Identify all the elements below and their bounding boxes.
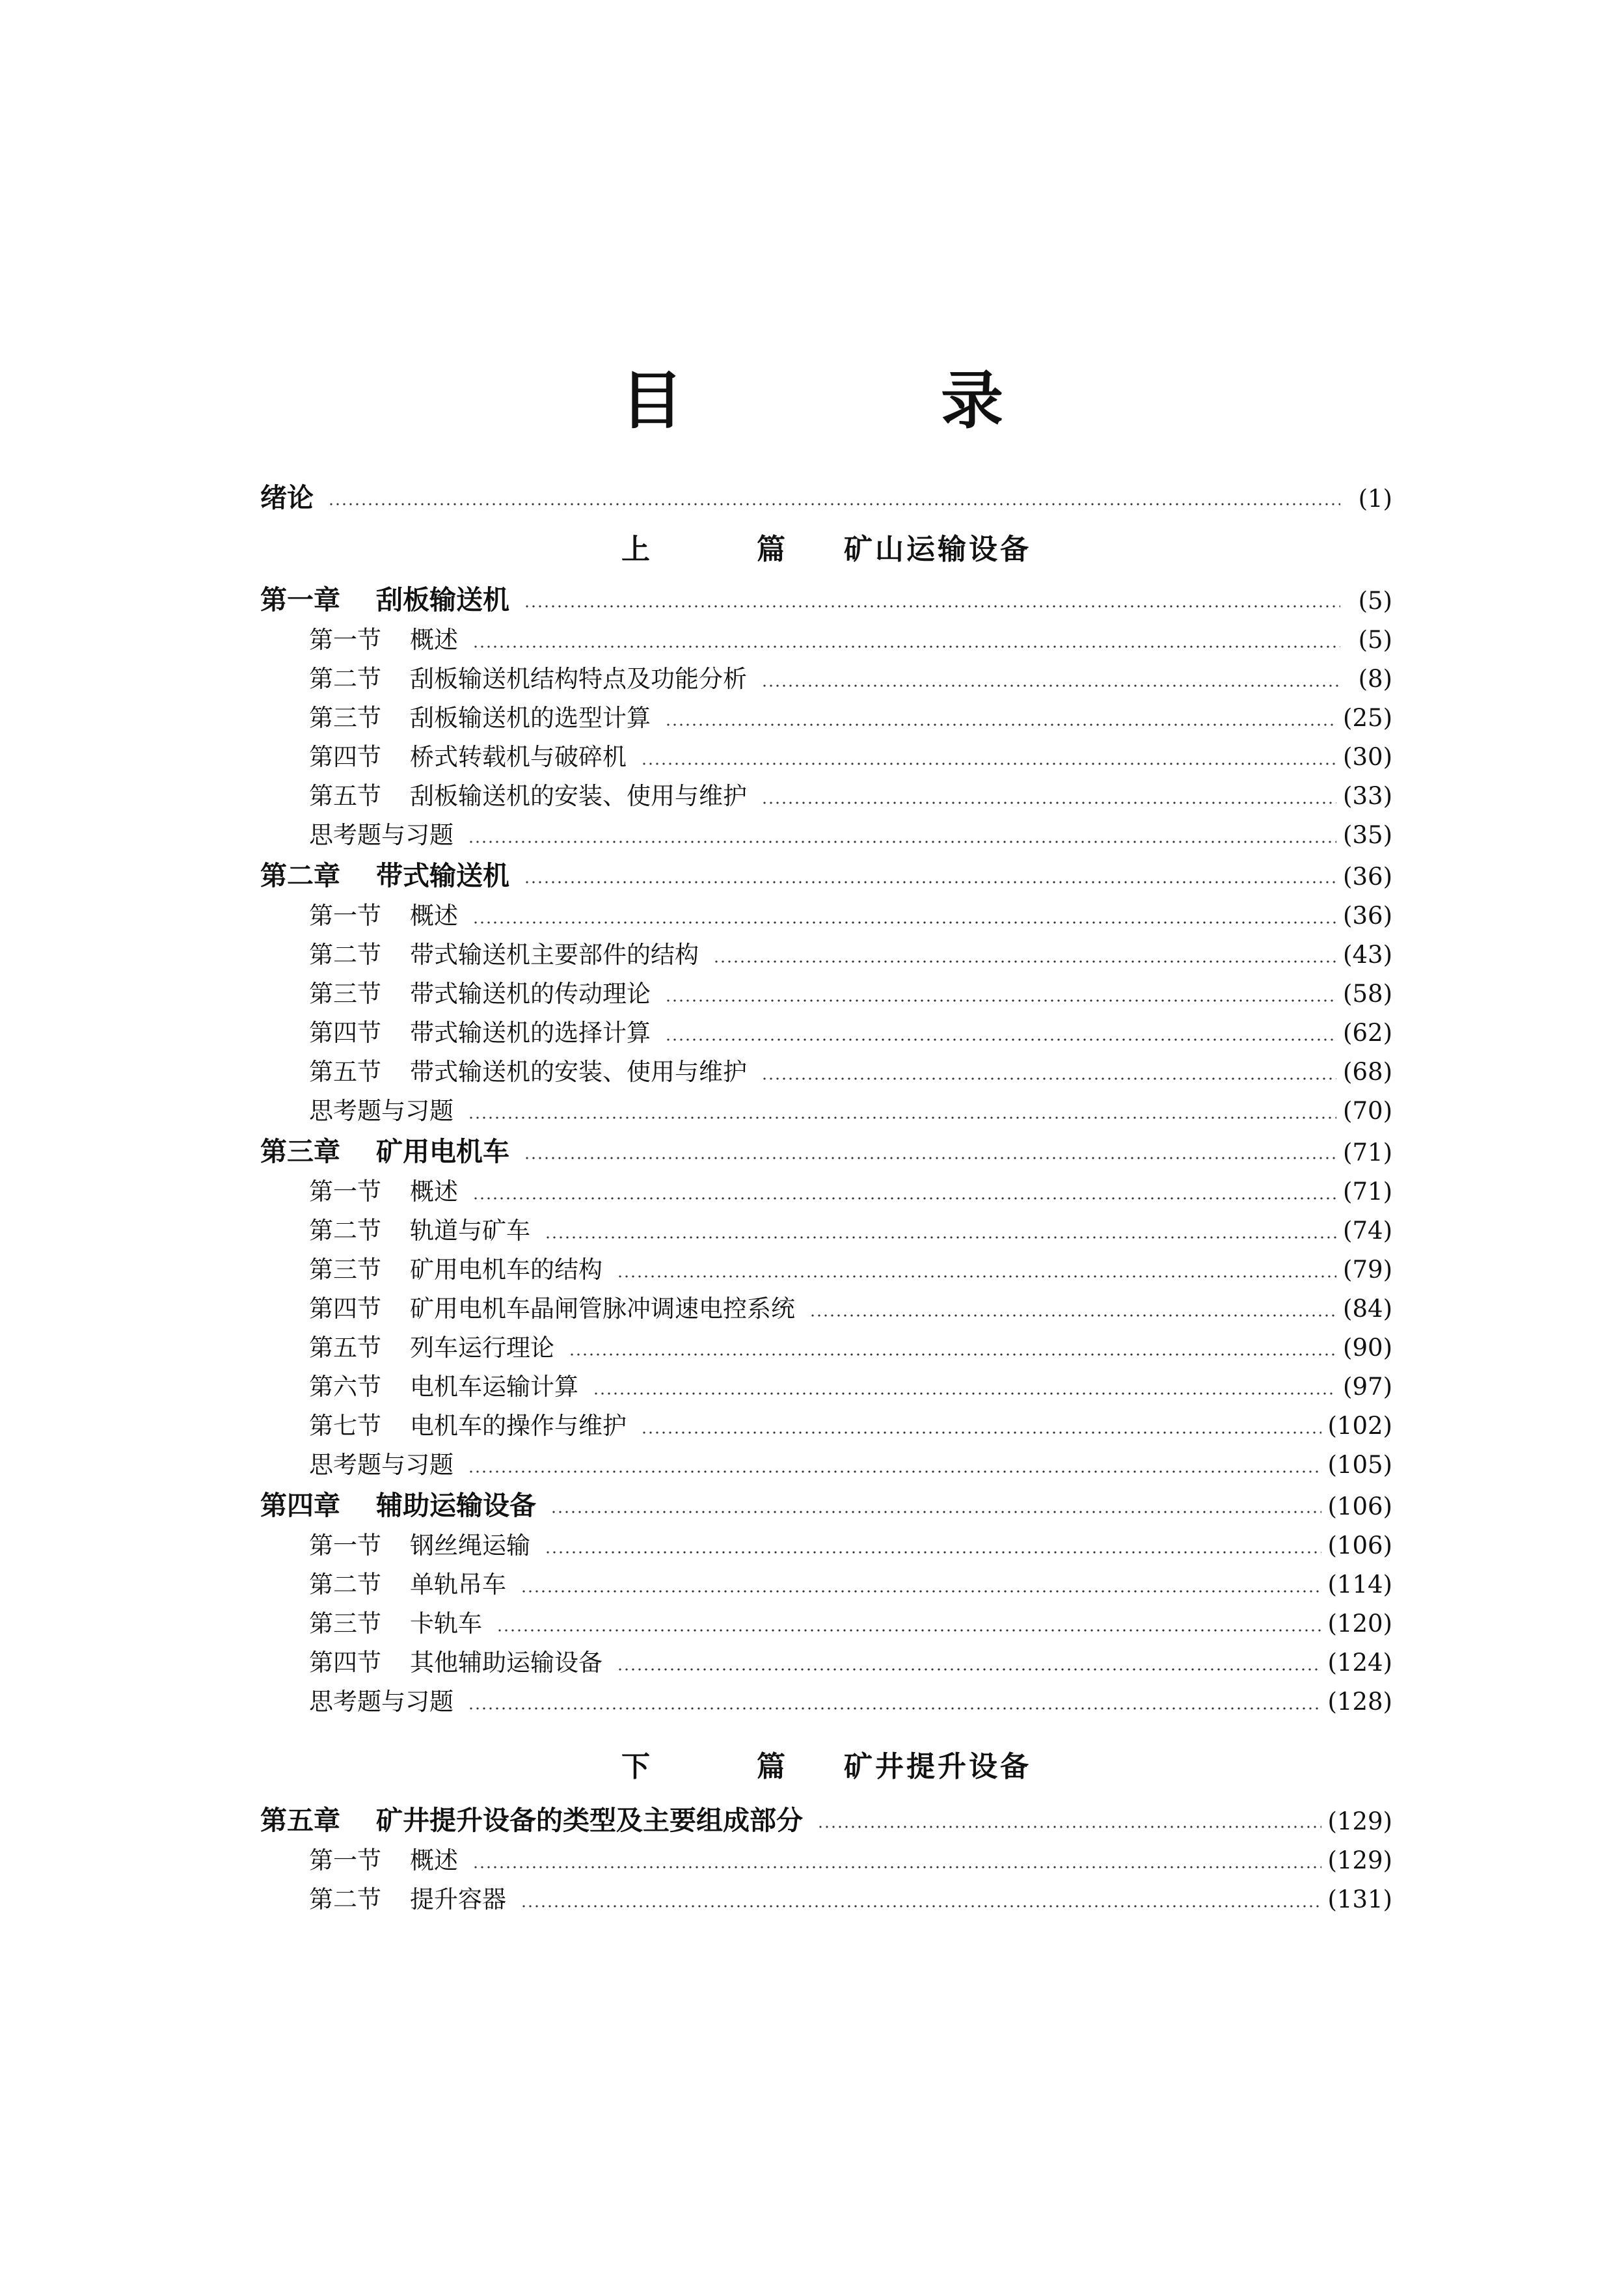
toc-section[interactable] xyxy=(260,699,1392,738)
dot-leader xyxy=(593,1392,1336,1395)
page-number: (129) xyxy=(1327,1807,1392,1835)
dot-leader xyxy=(617,1275,1336,1278)
toc-chapter[interactable] xyxy=(260,579,1392,621)
section-title: 桥式转载机与破碎机 xyxy=(410,743,627,771)
toc-section[interactable] xyxy=(260,1643,1392,1682)
section-title: 矿用电机车晶闸管脉冲调速电控系统 xyxy=(410,1295,795,1323)
part-title: 矿山运输设备 xyxy=(844,533,1031,566)
toc-section[interactable] xyxy=(260,777,1392,816)
section-title: 刮板输送机结构特点及功能分析 xyxy=(410,665,747,693)
section-number: 第四节 xyxy=(309,1295,381,1323)
chapter-title: 辅助运输设备 xyxy=(376,1490,536,1521)
section-number: 第一节 xyxy=(309,1532,381,1559)
page-number: (71) xyxy=(1343,1178,1392,1206)
section-number: 第三节 xyxy=(309,704,381,732)
chapter-number: 第一章 xyxy=(260,584,340,615)
dot-leader xyxy=(468,1470,1321,1473)
section-title: 单轨吊车 xyxy=(410,1571,506,1599)
part-title: 矿井提升设备 xyxy=(844,1750,1031,1783)
page-number: (120) xyxy=(1327,1610,1392,1638)
dot-leader xyxy=(761,1077,1336,1080)
toc-exercises[interactable] xyxy=(260,1446,1392,1485)
toc-entry-intro[interactable] xyxy=(260,475,1392,520)
page-number: (33) xyxy=(1343,782,1392,810)
toc-section[interactable] xyxy=(260,1053,1392,1092)
dot-leader xyxy=(472,1866,1321,1869)
page-number: (114) xyxy=(1327,1571,1392,1599)
section-title: 概述 xyxy=(410,1846,458,1874)
page-number: (105) xyxy=(1327,1451,1392,1479)
section-number: 第二节 xyxy=(309,941,381,969)
dot-leader xyxy=(496,1629,1321,1632)
toc-section[interactable] xyxy=(260,1841,1392,1880)
dot-leader xyxy=(641,1431,1321,1434)
section-title: 其他辅助运输设备 xyxy=(410,1649,602,1677)
section-title: 带式输送机主要部件的结构 xyxy=(410,941,699,969)
section-number: 第三节 xyxy=(309,1256,381,1284)
toc-section[interactable] xyxy=(260,1289,1392,1329)
chapter-title: 矿井提升设备的类型及主要组成部分 xyxy=(376,1805,803,1836)
part-label: 下 篇 xyxy=(621,1750,824,1783)
page-number: (129) xyxy=(1327,1846,1392,1874)
chapter-number: 第三章 xyxy=(260,1136,340,1167)
section-title: 概述 xyxy=(410,626,458,654)
toc-section[interactable] xyxy=(260,1565,1392,1604)
section-number: 第五节 xyxy=(309,1334,381,1362)
page-number: (102) xyxy=(1327,1412,1392,1440)
page-number: (84) xyxy=(1343,1295,1392,1323)
toc-chapter[interactable] xyxy=(260,855,1392,897)
section-title: 带式输送机的安装、使用与维护 xyxy=(410,1058,747,1086)
section-title: 刮板输送机的选型计算 xyxy=(410,704,651,732)
section-number: 第四节 xyxy=(309,1649,381,1677)
section-number: 第一节 xyxy=(309,1178,381,1206)
chapter-number: 第二章 xyxy=(260,860,340,891)
page-number: (36) xyxy=(1343,863,1392,891)
page-number: (128) xyxy=(1327,1688,1392,1716)
toc-section[interactable] xyxy=(260,1211,1392,1250)
section-number: 第四节 xyxy=(309,1019,381,1047)
dot-leader xyxy=(524,605,1340,608)
page-number: (106) xyxy=(1327,1492,1392,1520)
part-heading-upper xyxy=(260,520,1392,579)
section-number: 第五节 xyxy=(309,1058,381,1086)
dot-leader xyxy=(641,763,1336,765)
section-title: 矿用电机车的结构 xyxy=(410,1256,602,1284)
chapter-title: 矿用电机车 xyxy=(376,1136,509,1167)
exercise-title: 思考题与习题 xyxy=(309,821,453,849)
toc-section[interactable] xyxy=(260,1014,1392,1053)
dot-leader xyxy=(569,1353,1336,1356)
dot-leader xyxy=(761,684,1340,687)
dot-leader xyxy=(468,1116,1336,1119)
page-number: (58) xyxy=(1343,980,1392,1008)
toc-section[interactable] xyxy=(260,1880,1392,1919)
page-number: (131) xyxy=(1327,1885,1392,1913)
chapter-number: 第四章 xyxy=(260,1490,340,1521)
toc-exercises[interactable] xyxy=(260,1092,1392,1131)
section-number: 第七节 xyxy=(309,1412,381,1440)
page-number: (36) xyxy=(1343,902,1392,930)
table-of-contents xyxy=(260,475,1392,1919)
dot-leader xyxy=(545,1551,1321,1554)
dot-leader xyxy=(468,841,1336,843)
section-title: 电机车的操作与维护 xyxy=(410,1412,627,1440)
section-number: 第四节 xyxy=(309,743,381,771)
section-title: 列车运行理论 xyxy=(410,1334,554,1362)
toc-section[interactable] xyxy=(260,1329,1392,1368)
section-number: 第一节 xyxy=(309,626,381,654)
section-title: 提升容器 xyxy=(410,1885,506,1913)
toc-section[interactable] xyxy=(260,738,1392,777)
dot-leader xyxy=(761,802,1336,804)
dot-leader xyxy=(472,645,1340,648)
page-number: (106) xyxy=(1327,1532,1392,1559)
dot-leader xyxy=(328,503,1340,506)
page-number: (97) xyxy=(1343,1373,1392,1401)
dot-leader xyxy=(665,723,1336,726)
page-number: (62) xyxy=(1343,1019,1392,1047)
page-number: (30) xyxy=(1343,743,1392,771)
section-title: 轨道与矿车 xyxy=(410,1217,530,1245)
chapter-title: 刮板输送机 xyxy=(376,584,509,615)
dot-leader xyxy=(665,1038,1336,1041)
dot-leader xyxy=(472,1197,1336,1200)
page-number: (35) xyxy=(1343,821,1392,849)
dot-leader xyxy=(545,1236,1336,1239)
toc-section[interactable] xyxy=(260,936,1392,975)
toc-section[interactable] xyxy=(260,1407,1392,1446)
page-number: (70) xyxy=(1343,1097,1392,1125)
toc-section[interactable] xyxy=(260,1250,1392,1289)
toc-section[interactable] xyxy=(260,1172,1392,1211)
exercise-title: 思考题与习题 xyxy=(309,1097,453,1125)
section-number: 第二节 xyxy=(309,1885,381,1913)
section-number: 第二节 xyxy=(309,1571,381,1599)
dot-leader xyxy=(468,1707,1321,1710)
section-number: 第一节 xyxy=(309,902,381,930)
section-number: 第二节 xyxy=(309,665,381,693)
toc-section[interactable] xyxy=(260,621,1392,660)
dot-leader xyxy=(521,1905,1321,1908)
page-number: (1) xyxy=(1358,485,1392,513)
section-number: 第一节 xyxy=(309,1846,381,1874)
toc-section[interactable] xyxy=(260,897,1392,936)
section-title: 带式输送机的传动理论 xyxy=(410,980,651,1008)
toc-section[interactable] xyxy=(260,975,1392,1014)
toc-chapter[interactable] xyxy=(260,1485,1392,1526)
entry-title: 绪论 xyxy=(260,482,314,513)
section-title: 概述 xyxy=(410,902,458,930)
chapter-number: 第五章 xyxy=(260,1805,340,1836)
section-number: 第二节 xyxy=(309,1217,381,1245)
dot-leader xyxy=(550,1511,1321,1513)
toc-chapter[interactable] xyxy=(260,1800,1392,1841)
toc-section[interactable] xyxy=(260,660,1392,699)
part-label: 上 篇 xyxy=(621,533,824,566)
section-title: 卡轨车 xyxy=(410,1610,482,1638)
dot-leader xyxy=(713,960,1336,963)
page-number: (43) xyxy=(1343,941,1392,969)
page-title: 目 录 xyxy=(621,364,1101,437)
page-number: (124) xyxy=(1327,1649,1392,1677)
page-number: (90) xyxy=(1343,1334,1392,1362)
page-number: (5) xyxy=(1358,587,1392,615)
exercise-title: 思考题与习题 xyxy=(309,1451,453,1479)
dot-leader xyxy=(617,1668,1321,1671)
toc-section[interactable] xyxy=(260,1526,1392,1565)
section-number: 第三节 xyxy=(309,1610,381,1638)
page-number: (74) xyxy=(1343,1217,1392,1245)
page-number: (5) xyxy=(1358,626,1392,654)
chapter-title: 带式输送机 xyxy=(376,860,509,891)
page-number: (8) xyxy=(1358,665,1392,693)
section-title: 电机车运输计算 xyxy=(410,1373,578,1401)
toc-exercises[interactable] xyxy=(260,1682,1392,1721)
exercise-title: 思考题与习题 xyxy=(309,1688,453,1716)
page-number: (79) xyxy=(1343,1256,1392,1284)
section-number: 第六节 xyxy=(309,1373,381,1401)
section-title: 带式输送机的选择计算 xyxy=(410,1019,651,1047)
toc-section[interactable] xyxy=(260,1604,1392,1643)
page-number: (68) xyxy=(1343,1058,1392,1086)
page-number: (71) xyxy=(1343,1139,1392,1167)
dot-leader xyxy=(809,1314,1336,1317)
dot-leader xyxy=(524,1157,1336,1159)
dot-leader xyxy=(472,921,1336,924)
section-title: 概述 xyxy=(410,1178,458,1206)
section-title: 刮板输送机的安装、使用与维护 xyxy=(410,782,747,810)
dot-leader xyxy=(521,1590,1321,1593)
toc-exercises[interactable] xyxy=(260,816,1392,855)
section-number: 第三节 xyxy=(309,980,381,1008)
part-heading-lower xyxy=(260,1734,1392,1800)
dot-leader xyxy=(665,999,1336,1002)
toc-section[interactable] xyxy=(260,1368,1392,1407)
section-number: 第五节 xyxy=(309,782,381,810)
dot-leader xyxy=(817,1826,1321,1828)
dot-leader xyxy=(524,881,1336,884)
page-number: (25) xyxy=(1343,704,1392,732)
section-title: 钢丝绳运输 xyxy=(410,1532,530,1559)
toc-chapter[interactable] xyxy=(260,1131,1392,1172)
